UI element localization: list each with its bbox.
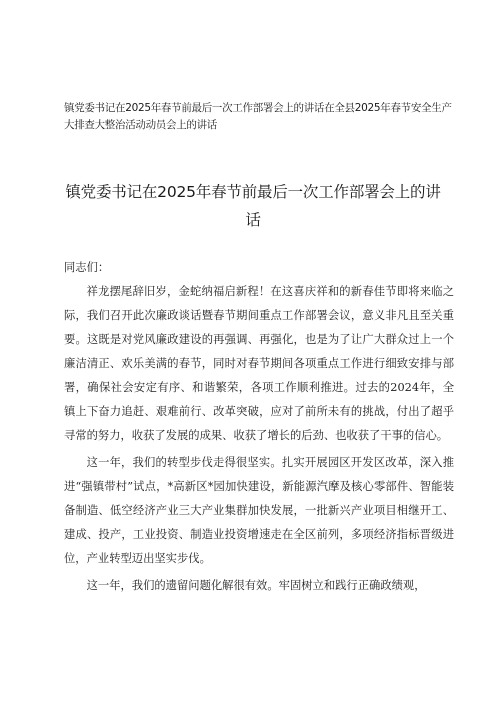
body-paragraph: 这一年，我们的遗留问题化解很有效。牢固树立和践行正确政绩观， [86, 579, 426, 592]
document-body [64, 256, 454, 598]
page-title: 镇党委书记在2025年春节前最后一次工作部署会上的讲话 [65, 183, 441, 229]
document-header-title: 镇党委书记在2025年春节前最后一次工作部署会上的讲话在全县2025年春节安全生产大排查大整治活动动员会上的讲话 [64, 102, 452, 131]
body-paragraph: 祥龙摆尾辞旧岁，金蛇纳福启新程！在这喜庆祥和的新春佳节即将来临之际，我们召开此次廉政谈话暨春节期间重点工作部署会议，意义非凡且至关重要。这既是对党风廉政建设的再强调、再强化，也是为了让广大群众过上一个廉洁清正、欢乐美满的春节，同时对春节期间各项重点工作进行细致安排与部署，确保社会安定有序、和谐繁荣，各项工作顺利推进。过去的2024年，全镇上下奋力追赶、艰难前行、改革突破，应对了前所未有的挑战，付出了超乎寻常的努力，收获了发展的成果、收获了增长的后劲、也收获了干事的信心。 [64, 285, 454, 442]
salutation: 同志们： [64, 261, 110, 274]
body-paragraph: 这一年，我们的转型步伐走得很坚实。扎实开展园区开发区改革，深入推进“强镇带村”试点，*高新区*园加快建设，新能源汽摩及核心零部件、智能装备制造、低空经济产业三大产业集群加快发展，一批新兴产业项目相继开工、建成、投产，工业投资、制造业投资增速走在全区前列，多项经济指标晋级进位，产业转型迈出坚实步伐。 [64, 456, 454, 565]
